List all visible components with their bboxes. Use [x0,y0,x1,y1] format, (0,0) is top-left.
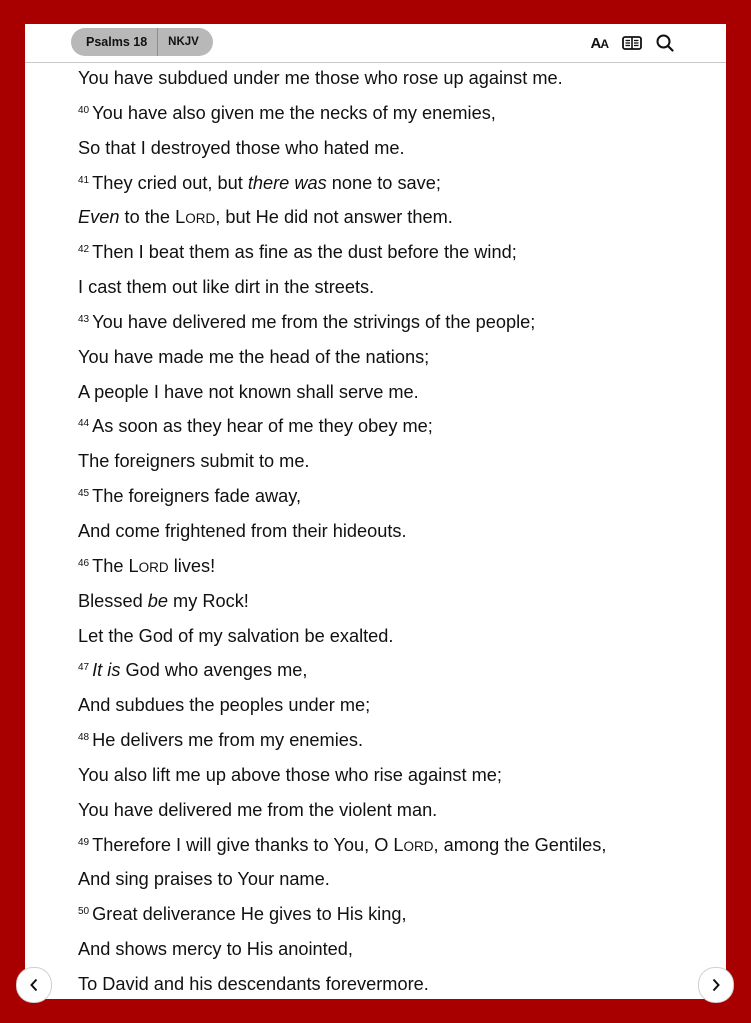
verse-text: So that I destroyed those who hated me. [78,137,405,158]
verse-text: You also lift me up above those who rise against me; [78,764,502,785]
lord-small-caps: ORD [138,559,169,575]
verse-line [78,61,718,96]
verse-text: You have made me the head of the nations; [78,346,430,367]
verse-line-42 [78,235,718,270]
verse-number: 40 [78,104,90,116]
verse-text: As soon as they hear of me they obey me; [92,416,433,437]
verse-text: You have delivered me from the strivings of the people; [92,311,536,332]
lord-small-caps: L [175,207,186,228]
verse-number: 41 [78,174,90,186]
chevron-left-icon [29,978,39,992]
verse-line [78,584,718,619]
verse-line [78,758,718,793]
verse-line-43 [78,305,718,340]
version-button[interactable]: NKJV [168,36,199,48]
verse-text: to the [119,207,176,228]
verse-line [78,270,718,305]
verse-line [78,967,718,999]
verse-number: 42 [78,244,90,256]
verse-line-49 [78,828,718,863]
verse-text: They cried out, but [92,172,248,193]
verse-line [78,619,718,654]
lord-small-caps: ORD [403,838,434,854]
search-icon[interactable] [656,34,674,52]
verse-line [78,375,718,410]
previous-chapter-button[interactable] [16,967,52,1003]
verse-line [78,131,718,166]
verse-line [78,340,718,375]
verse-line-46 [78,549,718,584]
verse-text: my Rock! [168,590,249,611]
verse-line-44 [78,409,718,444]
scripture-text [78,61,718,999]
verse-number: 48 [78,732,90,744]
verse-text: A people I have not known shall serve me. [78,381,419,402]
verse-text: The foreigners fade away, [92,486,302,507]
verse-number: 47 [78,662,90,674]
lord-small-caps: ORD [185,211,216,227]
font-size-big-a: A [590,34,601,52]
toolbar-actions [590,33,674,53]
verse-text: be [147,590,168,611]
lord-small-caps: L [393,834,404,855]
verse-text: Then I beat them as fine as the dust before the wind; [92,242,517,263]
verse-number: 45 [78,488,90,500]
verse-line [78,932,718,967]
verse-line-40 [78,96,718,131]
font-size-icon[interactable] [590,35,608,52]
verse-text: You have also given me the necks of my enemies, [92,102,496,123]
verse-line-50 [78,897,718,932]
verse-line [78,444,718,479]
verse-text: Let the God of my salvation be exalted. [78,625,394,646]
verse-text: And sing praises to Your name. [78,869,330,890]
verse-text: You have subdued under me those who rose up against me. [78,68,563,88]
verse-text: Even [78,207,120,228]
verse-text: To David and his descendants forevermore. [78,973,429,994]
verse-text: none to save; [326,172,441,193]
verse-text: Great deliverance He gives to His king, [92,904,407,925]
verse-line [78,200,718,235]
book-chapter-button[interactable]: Psalms 18 [86,35,148,49]
reader-page [25,24,726,999]
verse-text: , but He did not answer them. [215,207,453,228]
verse-text: The foreigners submit to me. [78,451,310,472]
verse-text: And subdues the peoples under me; [78,695,371,716]
verse-text: The [92,555,129,576]
verse-number: 44 [78,418,90,430]
verse-text: there was [247,172,327,193]
verse-line [78,862,718,897]
verse-text: lives! [168,555,216,576]
verse-text: He delivers me from my enemies. [92,730,363,751]
font-size-small-a: A [600,36,608,51]
verse-number: 46 [78,557,90,569]
verse-text: You have delivered me from the violent man. [78,799,438,820]
verse-line [78,793,718,828]
verse-number: 43 [78,313,90,325]
book-icon[interactable] [622,35,642,51]
verse-text: It is [92,660,121,681]
reader-toolbar [25,24,726,63]
verse-text: I cast them out like dirt in the streets. [78,277,375,298]
verse-line [78,514,718,549]
verse-number: 50 [78,906,90,918]
lord-small-caps: L [128,555,139,576]
chevron-right-icon [711,978,721,992]
verse-text: Blessed [78,590,148,611]
verse-number: 49 [78,836,90,848]
passage-selector [71,28,213,56]
verse-text: , among the Gentiles, [433,834,607,855]
verse-text: And shows mercy to His anointed, [78,939,353,960]
verse-line [78,688,718,723]
verse-line-41 [78,166,718,201]
verse-text: God who avenges me, [120,660,308,681]
verse-line-48 [78,723,718,758]
verse-line-45 [78,479,718,514]
verse-text: And come frightened from their hideouts. [78,520,407,541]
verse-line-47 [78,653,718,688]
verse-text: Therefore I will give thanks to You, O [92,834,394,855]
next-chapter-button[interactable] [698,967,734,1003]
